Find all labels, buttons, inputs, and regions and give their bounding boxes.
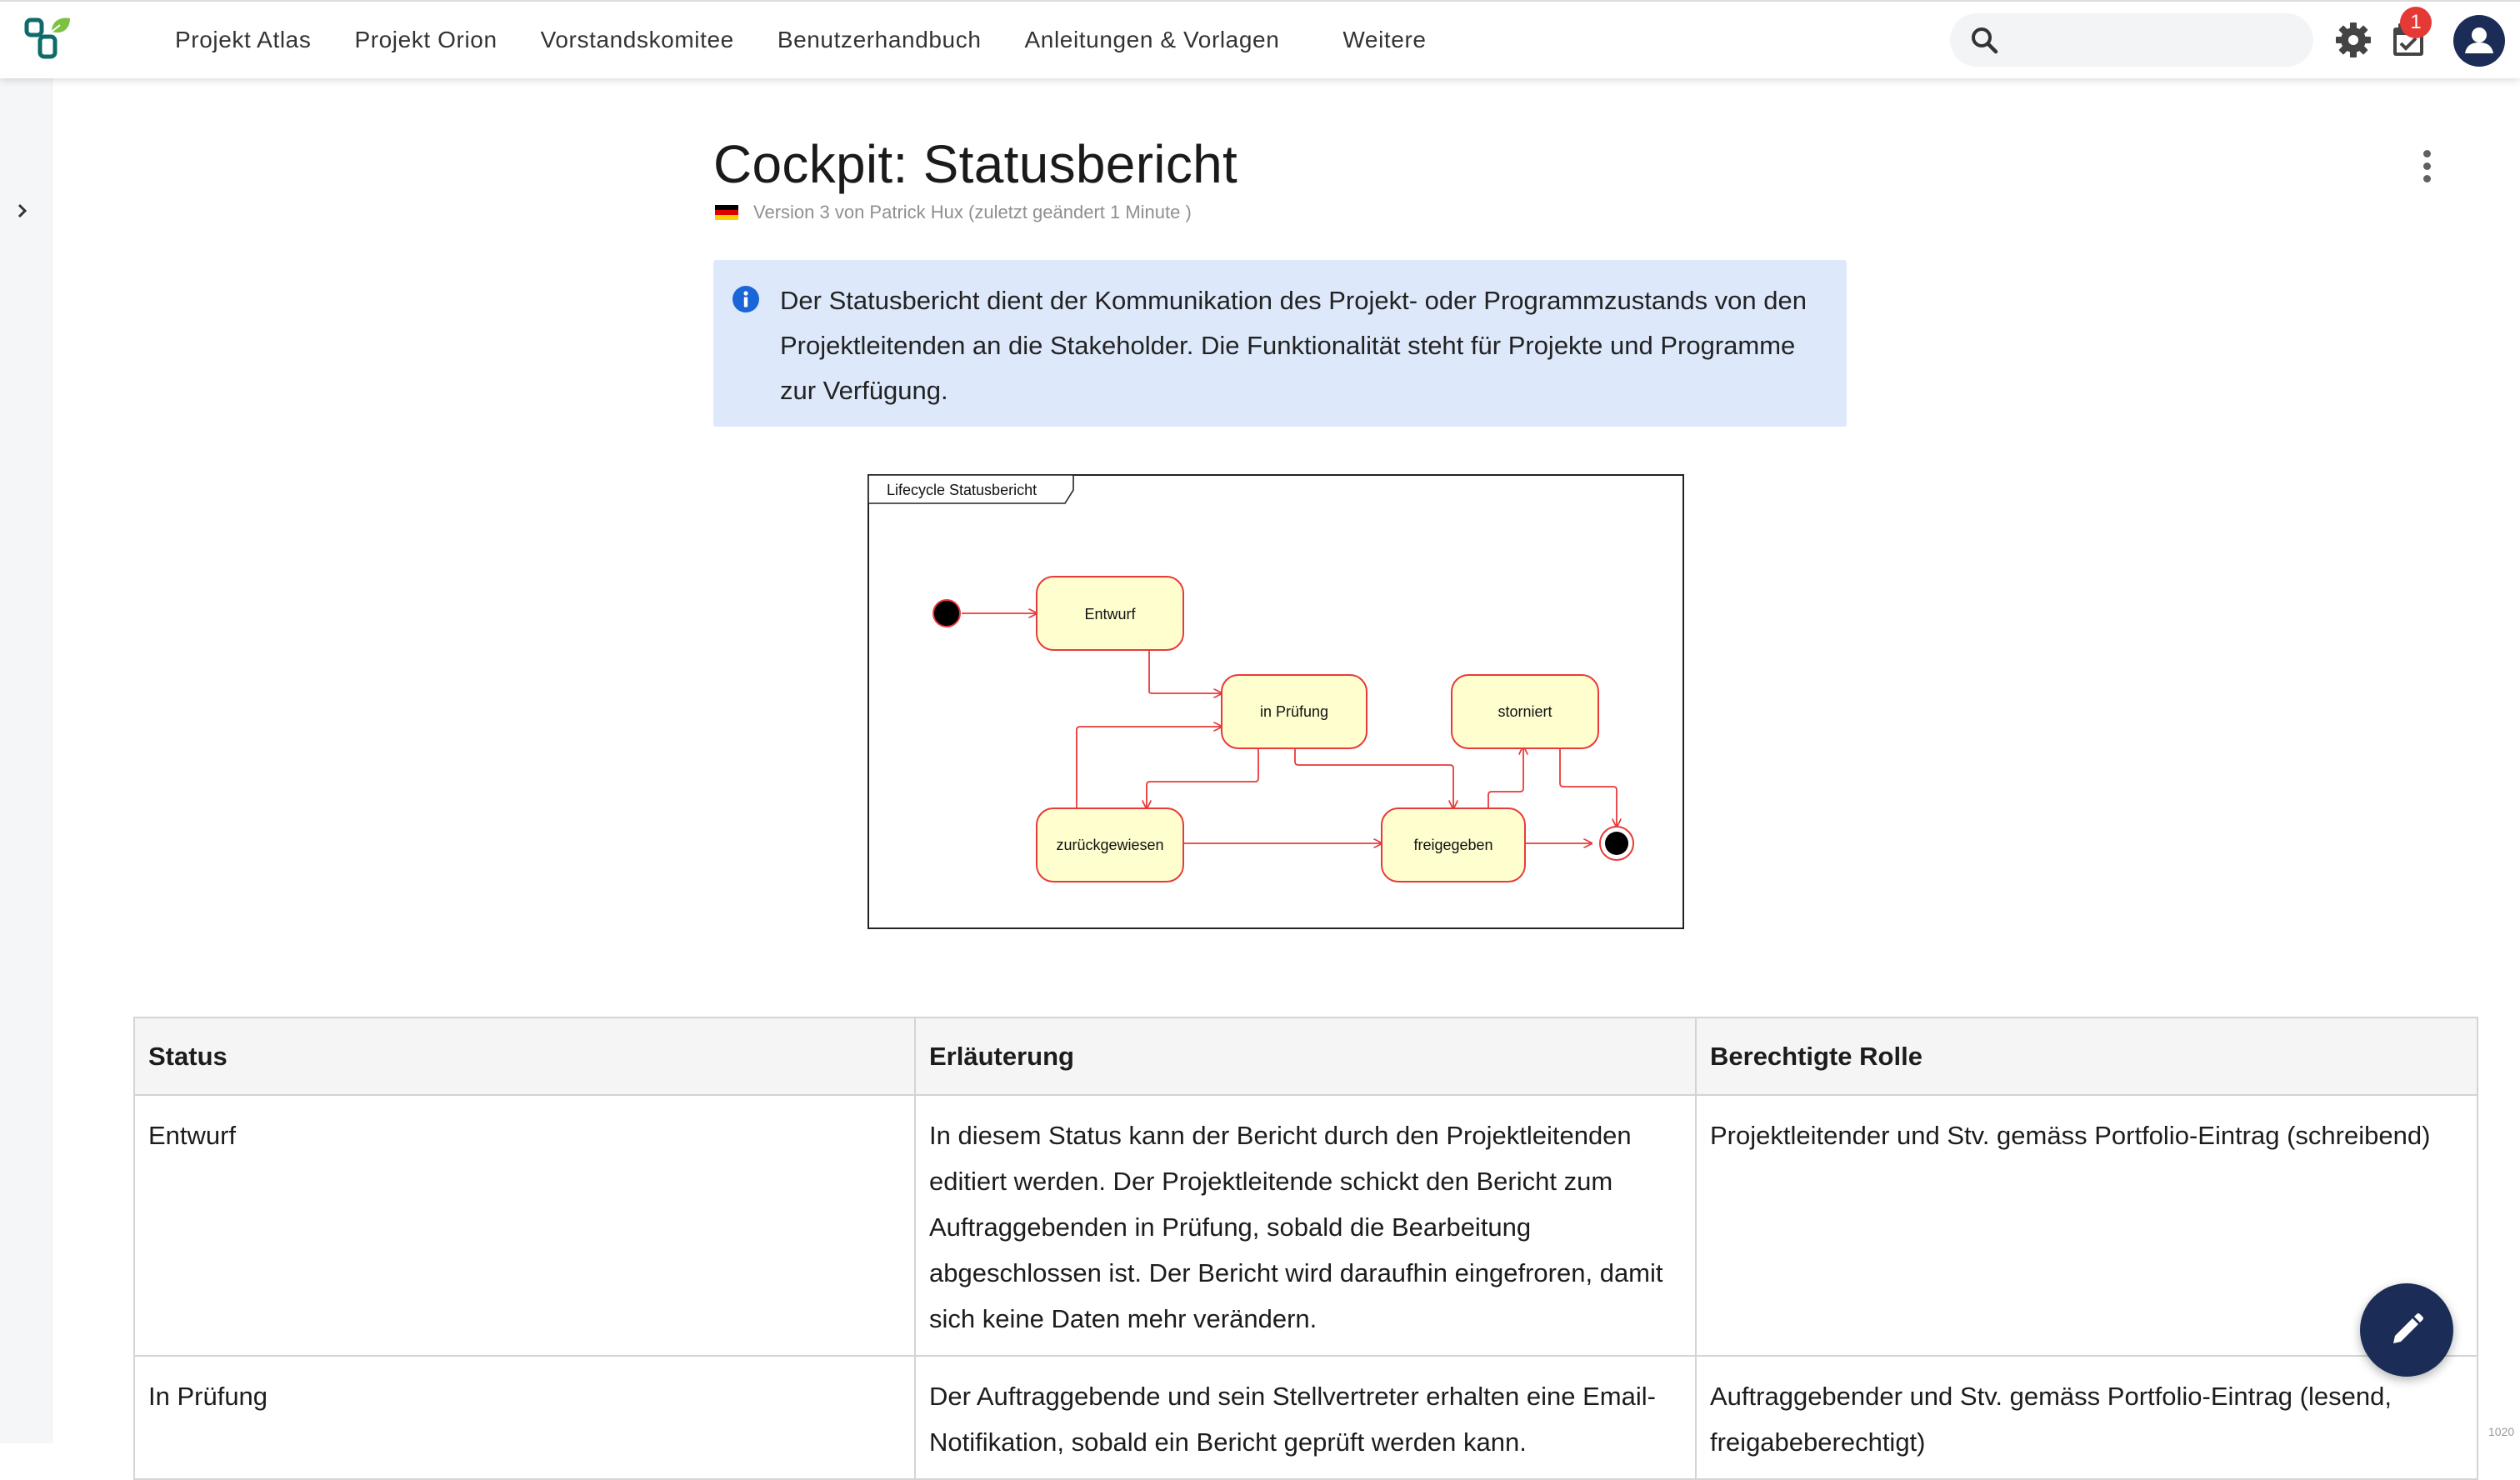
nav-item-projekt-orion[interactable]: Projekt Orion xyxy=(354,27,498,52)
state-freigegeben xyxy=(1382,808,1525,882)
nav-item-projekt-atlas[interactable]: Projekt Atlas xyxy=(175,27,312,52)
table-header-row xyxy=(134,1018,2478,1095)
cell-role: Auftraggebender und Stv. gemäss Portfolio-Eintrag (lesend, freigabeberechtigt) xyxy=(1696,1356,2478,1479)
pencil-icon xyxy=(2388,1312,2425,1348)
page-title: Cockpit: Statusbericht xyxy=(713,134,1238,194)
state-in-pruefung xyxy=(1222,675,1367,748)
search-input[interactable] xyxy=(2013,22,2300,60)
column-header-status: Status xyxy=(134,1018,915,1095)
cell-explanation: Der Auftraggebende und sein Stellvertreter erhalten eine Email-Notifikation, sobald ein Bericht geprüft werden kann. xyxy=(915,1356,1696,1479)
state-zurueckgewiesen xyxy=(1037,808,1183,882)
state-label-storniert: storniert xyxy=(1498,703,1552,720)
status-table xyxy=(133,1017,2478,1480)
kebab-icon[interactable] xyxy=(2417,150,2437,187)
nav-item-vorstandskomitee[interactable]: Vorstandskomitee xyxy=(540,27,734,52)
sidebar-rail xyxy=(0,77,52,1443)
main-nav xyxy=(175,2,1470,78)
user-icon xyxy=(2453,15,2505,67)
state-label-in-pruefung: in Prüfung xyxy=(1259,703,1329,720)
chevron-right-icon[interactable] xyxy=(12,200,33,222)
cell-status: Entwurf xyxy=(134,1095,915,1356)
state-label-freigegeben: freigegeben xyxy=(1413,837,1493,853)
nav-item-benutzerhandbuch[interactable]: Benutzerhandbuch xyxy=(777,27,982,52)
gear-icon[interactable] xyxy=(2333,20,2373,60)
cell-status: In Prüfung xyxy=(134,1356,915,1479)
top-navigation-bar xyxy=(0,0,2520,78)
state-label-entwurf: Entwurf xyxy=(1084,606,1136,622)
edit-button[interactable] xyxy=(2360,1283,2453,1377)
avatar[interactable] xyxy=(2453,15,2505,67)
column-header-erlaeuterung: Erläuterung xyxy=(915,1018,1696,1095)
page-meta xyxy=(715,200,1192,225)
notification-badge: 1 xyxy=(2400,7,2432,38)
lifecycle-diagram xyxy=(867,472,1687,932)
column-header-berechtigte-rolle: Berechtigte Rolle xyxy=(1696,1018,2478,1095)
cell-role: Projektleitender und Stv. gemäss Portfolio-Eintrag (schreibend) xyxy=(1696,1095,2478,1356)
status-table-container xyxy=(133,1017,2477,1480)
info-panel xyxy=(713,260,1847,427)
table-row xyxy=(134,1356,2478,1479)
german-flag-icon[interactable] xyxy=(715,205,738,220)
info-text: Der Statusbericht dient der Kommunikation des Projekt- oder Programmzustands von den Projektleitenden an die Stakeholder. Die Funktionalität steht für Projekte und Programme zur Verfügung. xyxy=(780,286,1807,405)
search-icon[interactable] xyxy=(1970,26,1998,54)
table-row xyxy=(134,1095,2478,1356)
version-info[interactable]: Version 3 von Patrick Hux (zuletzt geändert 1 Minute ) xyxy=(753,202,1192,222)
search-box[interactable] xyxy=(1950,13,2313,67)
state-label-zurueckgewiesen: zurückgewiesen xyxy=(1056,837,1164,853)
cell-explanation: In diesem Status kann der Bericht durch den Projektleitenden editiert werden. Der Projektleitende schickt den Bericht zum Auftraggebenden in Prüfung, sobald die Bearbeitung abgeschlossen ist. Der Bericht wird daraufhin eingefroren, damit sich keine Daten mehr verändern. xyxy=(915,1095,1696,1356)
nav-item-anleitungen-vorlagen[interactable]: Anleitungen & Vorlagen xyxy=(1024,27,1280,52)
state-storniert xyxy=(1452,675,1598,748)
app-logo[interactable] xyxy=(22,13,75,67)
end-node-core xyxy=(1605,832,1628,855)
corner-label: 1020 xyxy=(2488,1425,2515,1438)
state-entwurf xyxy=(1037,577,1183,650)
nav-more-menu[interactable]: Weitere xyxy=(1342,27,1427,52)
start-node xyxy=(933,600,960,627)
info-icon xyxy=(732,285,760,313)
diagram-frame-label: Lifecycle Statusbericht xyxy=(887,482,1038,498)
